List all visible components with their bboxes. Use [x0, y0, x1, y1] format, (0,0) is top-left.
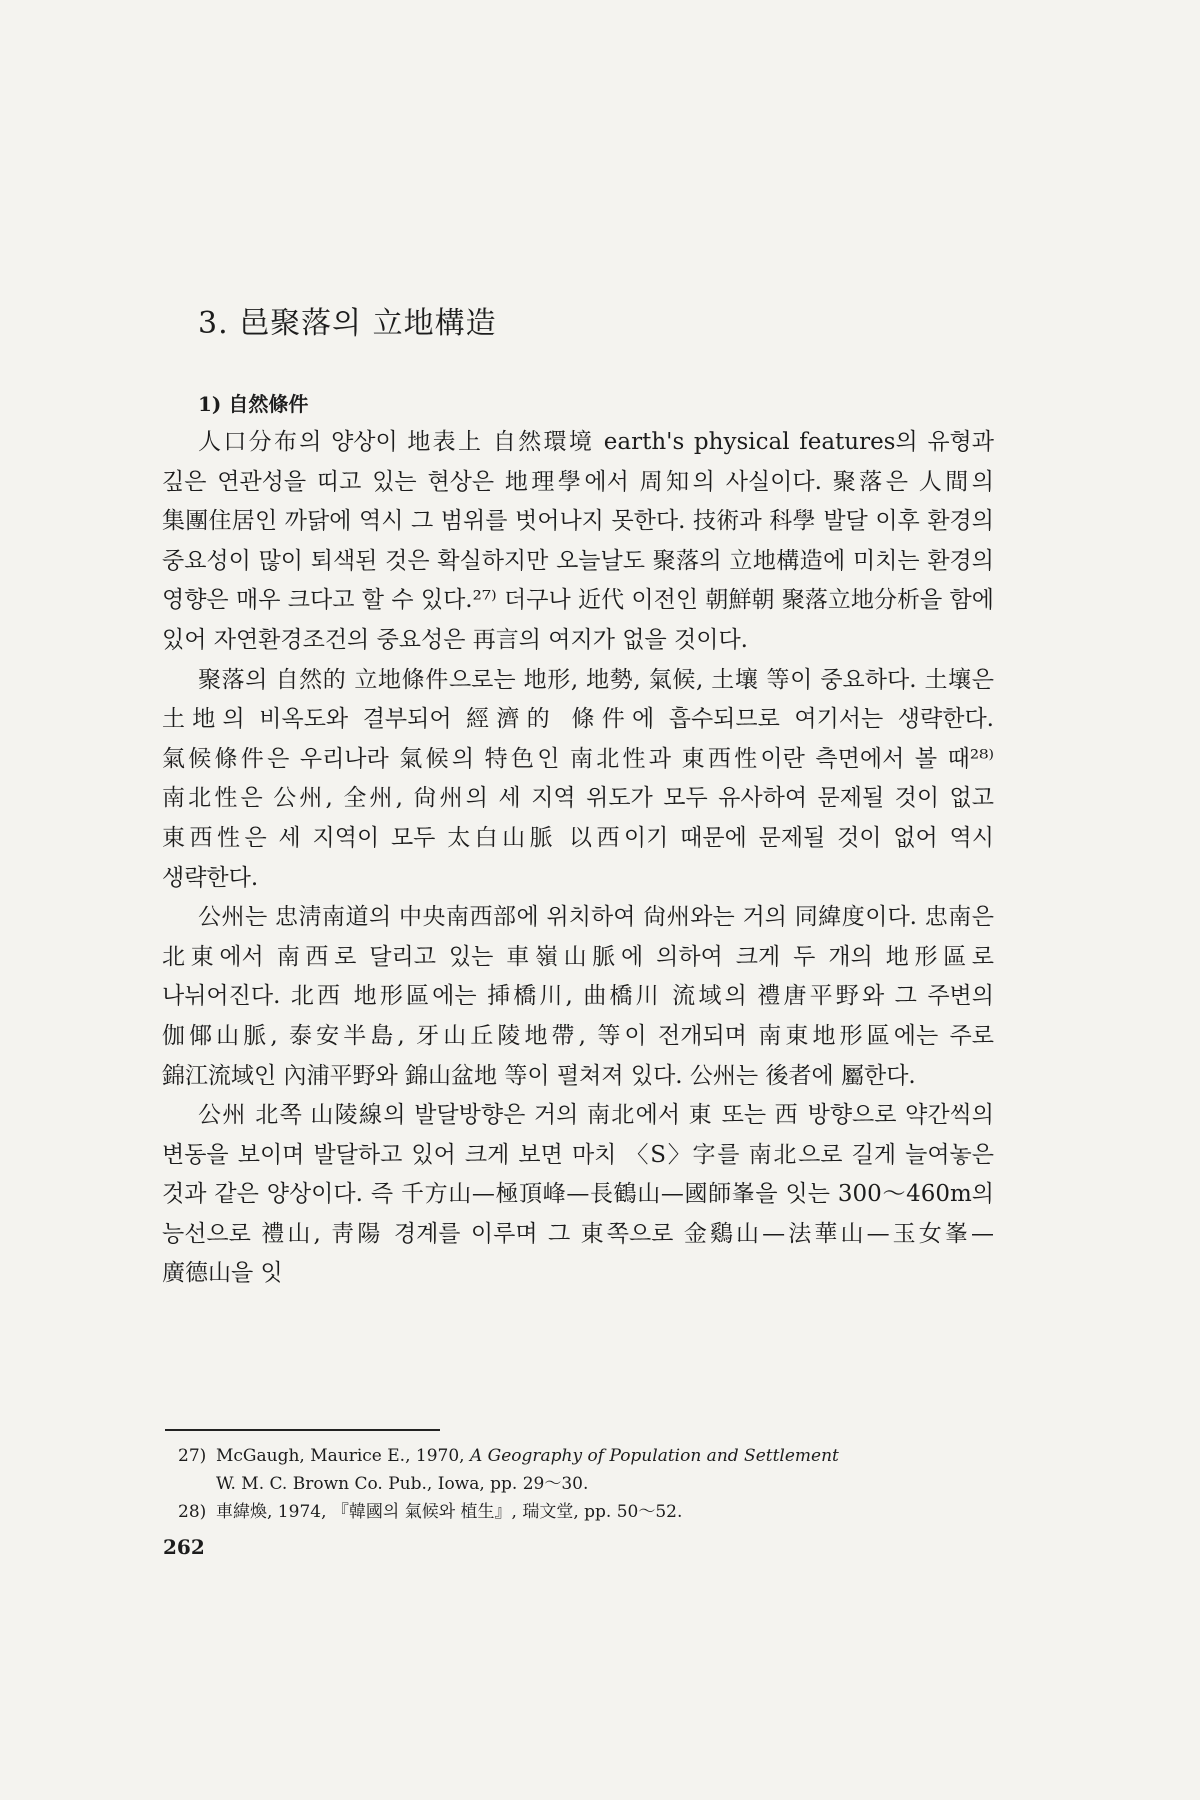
footnote-number: 28) [178, 1502, 207, 1522]
paragraph: 人口分布의 양상이 地表上 自然環境 earth's physical features의 유형과 깊은 연관성을 띠고 있는 현상은 地理學에서 周知의 사실이다. 聚落은 人間의 集團住居인 까닭에 역시 그 범위를 벗어나지 못한다. 技術과 科學 발달 이후 환경의 중요성이 많이 퇴색된 것은 확실하지만 오늘날도 聚落의 立地構造에 미치는 환경의 영향은 매우 크다고 할 수 있다.²⁷⁾ 더구나 近代 이전인 朝鮮朝 聚落立地分析을 함에 있어 자연환경조건의 중요성은 再言의 여지가 없을 것이다. [162, 429, 994, 653]
footnote-number: 27) [178, 1446, 207, 1466]
footnote-divider [165, 1429, 440, 1431]
footnote-27 [178, 1442, 998, 1470]
footnote-publisher: W. M. C. Brown Co. Pub., Iowa, pp. 29～30. [216, 1474, 589, 1494]
page-number: 262 [163, 1535, 205, 1559]
footnote-title: A Geography of Population and Settlement [469, 1446, 839, 1466]
footnotes [178, 1442, 998, 1526]
footnote-28 [178, 1498, 998, 1526]
subsection-heading: 1) 自然條件 [198, 392, 309, 416]
paragraph: 聚落의 自然的 立地條件으로는 地形, 地勢, 氣候, 土壤 等이 중요하다. 土壤은 土地의 비옥도와 결부되어 經濟的 條件에 흡수되므로 여기서는 생략한다. 氣候條件은 우리나라 氣候의 特色인 南北性과 東西性이란 측면에서 볼 때²⁸⁾ 南北性은 公州, 全州, 尙州의 세 지역 위도가 모두 유사하여 문제될 것이 없고 東西性은 세 지역이 모두 太白山脈 以西이기 때문에 문제될 것이 없어 역시 생략한다. [162, 666, 994, 891]
paragraph: 公州 北쪽 山陵線의 발달방향은 거의 南北에서 東 또는 西 방향으로 약간씩의 변동을 보이며 발달하고 있어 크게 보면 마치 〈S〉字를 南北으로 길게 늘여놓은 것과 같은 양상이다. 즉 千方山—極頂峰—長鶴山—國師峯을 잇는 300～460m의 능선으로 禮山, 靑陽 경계를 이루며 그 東쪽으로 金鷄山—法華山—玉女峯—廣德山을 잇 [162, 1102, 994, 1287]
paragraph: 公州는 忠淸南道의 中央南西部에 위치하여 尙州와는 거의 同緯度이다. 忠南은 北東에서 南西로 달리고 있는 車嶺山脈에 의하여 크게 두 개의 地形區로 나뉘어진다. 北西 地形區에는 揷橋川, 曲橋川 流域의 禮唐平野와 그 주변의 伽倻山脈, 泰安半島, 牙山丘陵地帶, 等이 전개되며 南東地形區에는 주로 錦江流域인 內浦平野와 錦山盆地 等이 펼쳐져 있다. 公州는 後者에 屬한다. [162, 904, 994, 1089]
body-text [162, 423, 994, 1294]
footnote-text: 車緯煥, 1974, 『韓國의 氣候와 植生』, 瑞文堂, pp. 50～52. [216, 1502, 683, 1522]
section-title: 3. 邑聚落의 立地構造 [198, 306, 497, 341]
footnote-author: McGaugh, Maurice E., 1970, [216, 1446, 465, 1466]
